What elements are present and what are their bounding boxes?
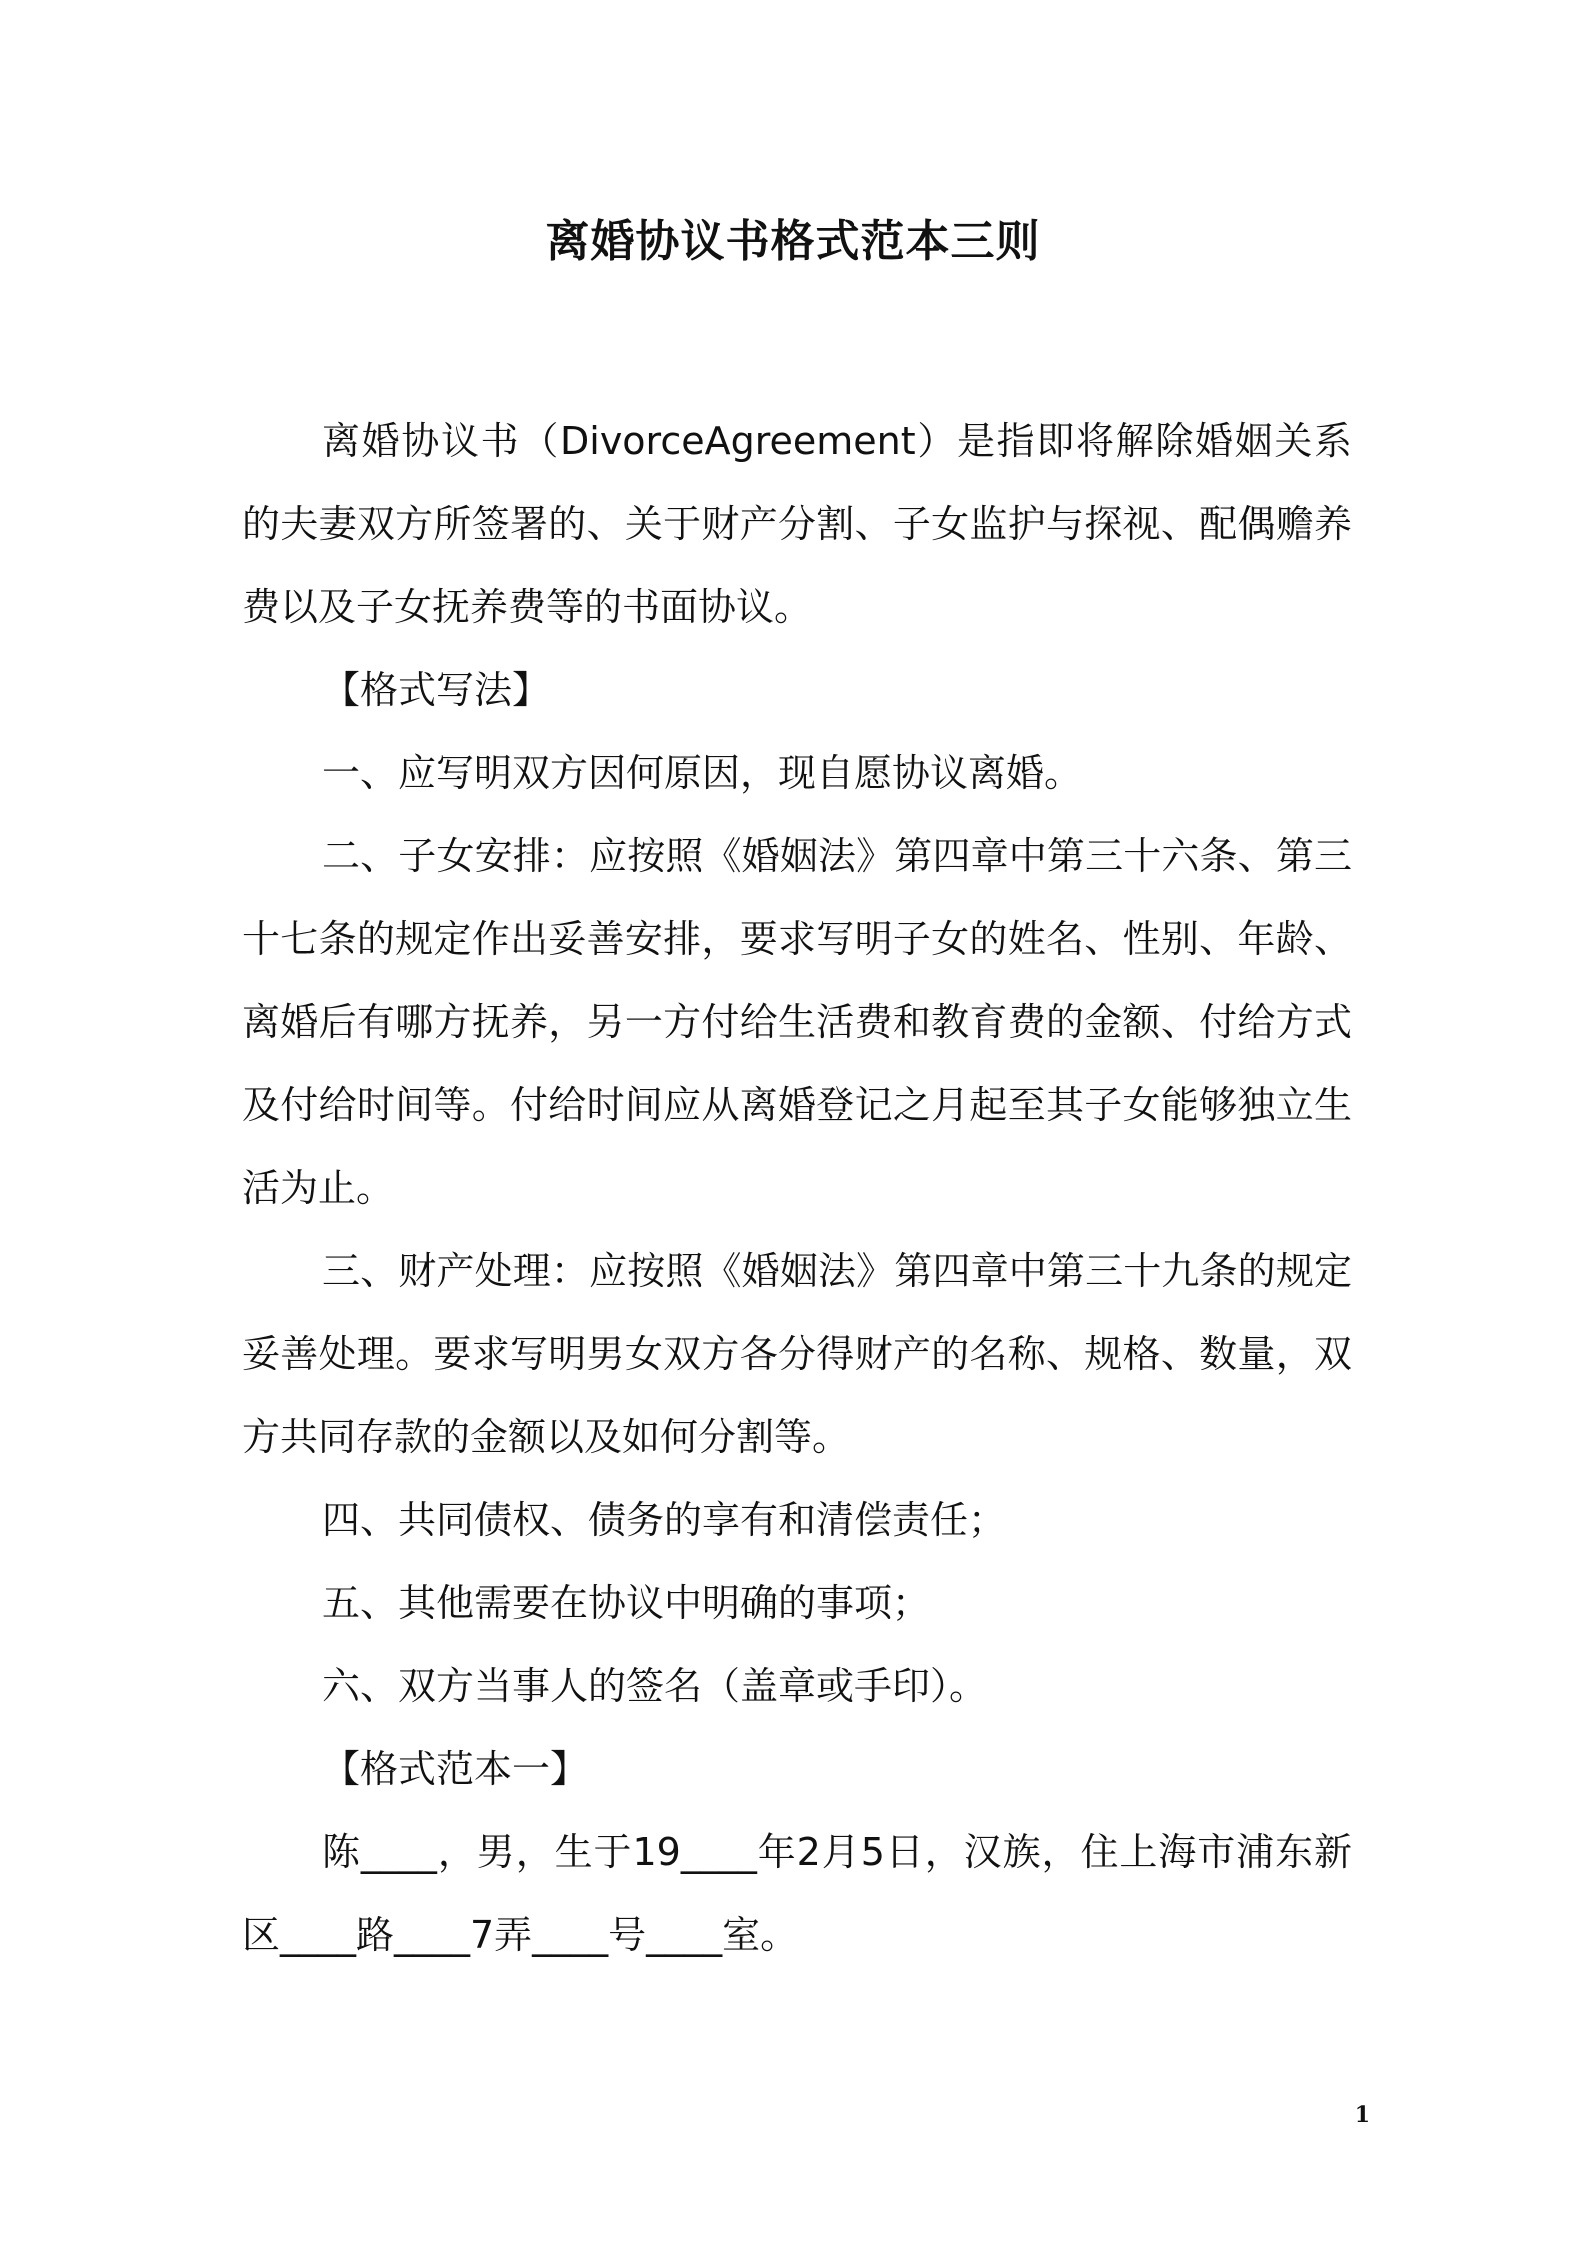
format-item-1: 一、应写明双方因何原因，现自愿协议离婚。 (322, 751, 1083, 795)
format-item-4: 四、共同债权、债务的享有和清偿责任； (322, 1498, 1007, 1542)
section-heading-sample-one: 【格式范本一】 (322, 1747, 589, 1791)
format-item-2: 二、子女安排：应按照《婚姻法》第四章中第三十六条、第三十七条的规定作出妥善安排，要求写明子女的姓名、性别、年龄、离婚后有哪方抚养，另一方付给生活费和教育费的金额、付给方式及付给时间等。付给时间应从离婚登记之月起至其子女能够独立生活为止。 (242, 834, 1352, 1210)
document-title: 离婚协议书格式范本三则 (545, 216, 1041, 267)
format-item-3: 三、财产处理：应按照《婚姻法》第四章中第三十九条的规定妥善处理。要求写明男女双方各分得财产的名称、规格、数量，双方共同存款的金额以及如何分割等。 (242, 1249, 1352, 1459)
section-heading-format: 【格式写法】 (322, 668, 551, 712)
sample-party-paragraph: 陈____，男，生于19____年2月5日，汉族，住上海市浦东新区____路____7弄____号____室。 (242, 1830, 1352, 1957)
format-item-6: 六、双方当事人的签名（盖章或手印）。 (322, 1664, 988, 1708)
document-body (242, 400, 1352, 1977)
page-number: 1 (1354, 2102, 1370, 2128)
format-item-5: 五、其他需要在协议中明确的事项； (322, 1581, 931, 1625)
intro-paragraph: 离婚协议书（DivorceAgreement）是指即将解除婚姻关系的夫妻双方所签署的、关于财产分割、子女监护与探视、配偶赡养费以及子女抚养费等的书面协议。 (242, 419, 1352, 629)
